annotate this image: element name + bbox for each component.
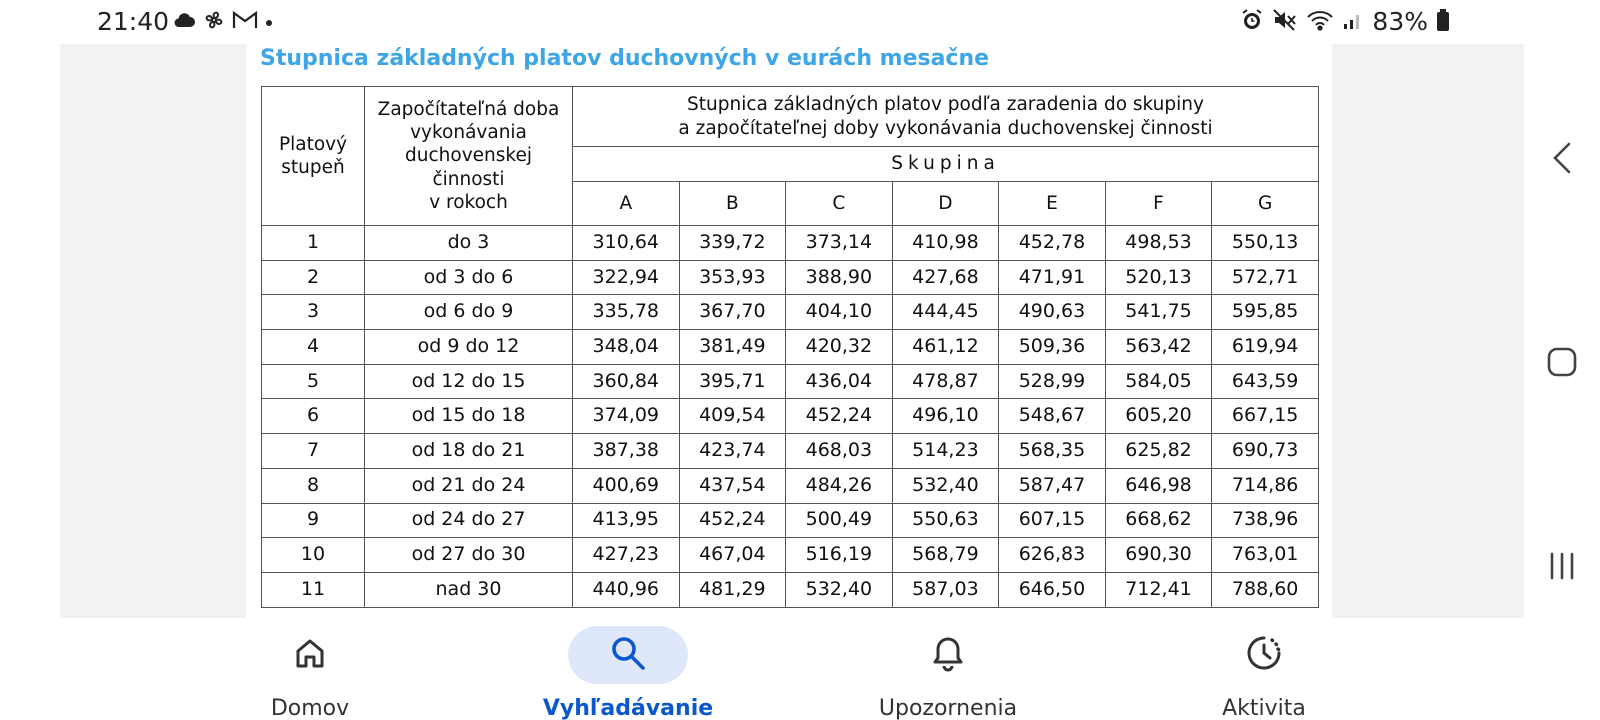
header-period-line2: vykonávania [410, 122, 527, 144]
system-home-button[interactable] [1542, 344, 1582, 384]
salary-cell: 409,54 [679, 399, 786, 434]
salary-cell: 400,69 [573, 468, 680, 503]
grade-cell: 10 [262, 538, 365, 573]
salary-cell: 413,95 [573, 503, 680, 538]
header-scale [573, 87, 1319, 147]
table-row [262, 295, 1319, 330]
home-icon [292, 635, 328, 675]
salary-cell: 478,87 [892, 364, 999, 399]
header-grade [262, 87, 365, 226]
period-cell: od 9 do 12 [365, 330, 573, 365]
salary-cell: 572,71 [1212, 260, 1319, 295]
dot-icon [264, 13, 274, 32]
salary-cell: 690,30 [1105, 538, 1212, 573]
salary-cell: 452,78 [999, 226, 1106, 261]
salary-cell: 436,04 [786, 364, 893, 399]
table-row [262, 364, 1319, 399]
salary-cell: 550,63 [892, 503, 999, 538]
salary-cell: 626,83 [999, 538, 1106, 573]
nav-label-search: Vyhľadávanie [542, 696, 714, 720]
nav-label-activity: Aktivita [1222, 696, 1306, 720]
salary-cell: 646,50 [999, 572, 1106, 607]
nav-pill-activity [1204, 626, 1324, 684]
header-period [365, 87, 573, 226]
salary-cell: 646,98 [1105, 468, 1212, 503]
document-title: Stupnica základných platov duchovných v eurách mesačne [260, 46, 990, 71]
header-period-line4: činnosti [432, 168, 505, 190]
activity-icon [1245, 634, 1283, 676]
group-a-header: A [573, 182, 680, 226]
salary-cell: 373,14 [786, 226, 893, 261]
status-time: 21:40 [97, 7, 170, 36]
period-cell: od 18 do 21 [365, 434, 573, 469]
salary-cell: 481,29 [679, 572, 786, 607]
salary-cell: 563,42 [1105, 330, 1212, 365]
header-period-line5: v rokoch [429, 191, 508, 213]
salary-cell: 410,98 [892, 226, 999, 261]
search-icon [609, 634, 647, 676]
salary-cell: 668,62 [1105, 503, 1212, 538]
salary-cell: 541,75 [1105, 295, 1212, 330]
nav-label-notifications: Upozornenia [878, 696, 1018, 720]
salary-cell: 404,10 [786, 295, 893, 330]
nav-item-activity[interactable] [1164, 618, 1364, 720]
pinwheel-icon [202, 8, 226, 36]
salary-cell: 568,79 [892, 538, 999, 573]
salary-cell: 667,15 [1212, 399, 1319, 434]
group-b-header: B [679, 182, 786, 226]
salary-cell: 420,32 [786, 330, 893, 365]
grade-cell: 3 [262, 295, 365, 330]
period-cell: od 27 do 30 [365, 538, 573, 573]
recents-icon [1547, 551, 1577, 585]
nav-item-search[interactable] [528, 618, 728, 720]
salary-cell: 452,24 [679, 503, 786, 538]
salary-cell: 427,68 [892, 260, 999, 295]
salary-cell: 605,20 [1105, 399, 1212, 434]
table-row [262, 468, 1319, 503]
salary-cell: 625,82 [1105, 434, 1212, 469]
mute-icon [1272, 8, 1298, 36]
salary-cell: 516,19 [786, 538, 893, 573]
salary-cell: 619,94 [1212, 330, 1319, 365]
group-g-header: G [1212, 182, 1319, 226]
salary-cell: 714,86 [1212, 468, 1319, 503]
period-cell: od 21 do 24 [365, 468, 573, 503]
salary-cell: 339,72 [679, 226, 786, 261]
home-square-icon [1546, 346, 1578, 382]
period-cell: od 3 do 6 [365, 260, 573, 295]
status-left-icons [172, 8, 274, 36]
grade-cell: 2 [262, 260, 365, 295]
salary-cell: 452,24 [786, 399, 893, 434]
salary-cell: 395,71 [679, 364, 786, 399]
group-d-header: D [892, 182, 999, 226]
salary-cell: 520,13 [1105, 260, 1212, 295]
salary-cell: 643,59 [1212, 364, 1319, 399]
nav-item-home[interactable] [210, 618, 410, 720]
table-header-row-1 [262, 87, 1319, 147]
salary-cell: 461,12 [892, 330, 999, 365]
salary-cell: 335,78 [573, 295, 680, 330]
salary-cell: 528,99 [999, 364, 1106, 399]
grade-cell: 1 [262, 226, 365, 261]
salary-cell: 712,41 [1105, 572, 1212, 607]
salary-cell: 423,74 [679, 434, 786, 469]
table-row [262, 434, 1319, 469]
salary-cell: 587,47 [999, 468, 1106, 503]
salary-cell: 484,26 [786, 468, 893, 503]
nav-item-notifications[interactable] [848, 618, 1048, 720]
header-scale-line2: a započítateľnej doby vykonávania duchovenskej činnosti [678, 117, 1213, 139]
salary-cell: 468,03 [786, 434, 893, 469]
header-grade-line2: stupeň [281, 157, 345, 178]
salary-cell: 548,67 [999, 399, 1106, 434]
table-row [262, 572, 1319, 607]
salary-cell: 738,96 [1212, 503, 1319, 538]
salary-cell: 532,40 [892, 468, 999, 503]
salary-cell: 440,96 [573, 572, 680, 607]
system-navigation [1524, 0, 1600, 720]
signal-icon [1342, 9, 1364, 35]
salary-cell: 690,73 [1212, 434, 1319, 469]
salary-cell: 587,03 [892, 572, 999, 607]
period-cell: od 15 do 18 [365, 399, 573, 434]
back-icon [1551, 141, 1573, 179]
salary-cell: 607,15 [999, 503, 1106, 538]
header-grade-line1: Platový [278, 133, 348, 155]
recents-button[interactable] [1542, 548, 1582, 588]
salary-cell: 595,85 [1212, 295, 1319, 330]
table-row [262, 330, 1319, 365]
grade-cell: 9 [262, 503, 365, 538]
salary-cell: 532,40 [786, 572, 893, 607]
salary-cell: 388,90 [786, 260, 893, 295]
nav-pill-search [568, 626, 688, 684]
group-c-header: C [786, 182, 893, 226]
period-cell: nad 30 [365, 572, 573, 607]
document-image [246, 44, 1332, 618]
table-row [262, 538, 1319, 573]
salary-table [261, 86, 1319, 608]
salary-cell: 437,54 [679, 468, 786, 503]
grade-cell: 11 [262, 572, 365, 607]
salary-cell: 496,10 [892, 399, 999, 434]
bell-icon [930, 634, 966, 676]
salary-cell: 427,23 [573, 538, 680, 573]
grade-cell: 7 [262, 434, 365, 469]
salary-cell: 498,53 [1105, 226, 1212, 261]
salary-cell: 550,13 [1212, 226, 1319, 261]
gmail-icon [232, 10, 258, 34]
group-e-header: E [999, 182, 1106, 226]
salary-cell: 490,63 [999, 295, 1106, 330]
status-bar [0, 0, 1600, 44]
battery-percent: 83% [1372, 7, 1428, 36]
period-cell: od 12 do 15 [365, 364, 573, 399]
table-row [262, 399, 1319, 434]
table-row [262, 503, 1319, 538]
salary-cell: 788,60 [1212, 572, 1319, 607]
status-right-icons [1240, 7, 1450, 36]
salary-cell: 360,84 [573, 364, 680, 399]
table-row [262, 260, 1319, 295]
header-group: Skupina [573, 147, 1319, 182]
salary-cell: 500,49 [786, 503, 893, 538]
grade-cell: 5 [262, 364, 365, 399]
salary-cell: 444,45 [892, 295, 999, 330]
grade-cell: 6 [262, 399, 365, 434]
period-cell: od 6 do 9 [365, 295, 573, 330]
salary-cell: 381,49 [679, 330, 786, 365]
header-period-line3: duchovenskej [405, 145, 532, 167]
salary-cell: 374,09 [573, 399, 680, 434]
wifi-icon [1306, 8, 1334, 36]
salary-cell: 467,04 [679, 538, 786, 573]
salary-cell: 584,05 [1105, 364, 1212, 399]
nav-pill-home [250, 626, 370, 684]
salary-cell: 514,23 [892, 434, 999, 469]
salary-table-body [262, 226, 1319, 608]
back-button[interactable] [1542, 140, 1582, 180]
salary-cell: 310,64 [573, 226, 680, 261]
grade-cell: 4 [262, 330, 365, 365]
battery-icon [1436, 8, 1450, 36]
salary-cell: 387,38 [573, 434, 680, 469]
grade-cell: 8 [262, 468, 365, 503]
salary-cell: 348,04 [573, 330, 680, 365]
cloud-icon [172, 11, 196, 33]
period-cell: od 24 do 27 [365, 503, 573, 538]
header-period-line1: Započítateľná doba [377, 99, 560, 121]
salary-cell: 367,70 [679, 295, 786, 330]
nav-label-home: Domov [270, 696, 350, 720]
alarm-icon [1240, 8, 1264, 36]
salary-cell: 353,93 [679, 260, 786, 295]
header-scale-line1: Stupnica základných platov podľa zaradenia do skupiny [687, 94, 1204, 116]
salary-cell: 568,35 [999, 434, 1106, 469]
salary-cell: 322,94 [573, 260, 680, 295]
group-f-header: F [1105, 182, 1212, 226]
table-row [262, 226, 1319, 261]
image-viewer[interactable] [60, 44, 1524, 618]
nav-pill-notifications [888, 626, 1008, 684]
salary-cell: 471,91 [999, 260, 1106, 295]
salary-cell: 763,01 [1212, 538, 1319, 573]
bottom-navigation [0, 618, 1600, 720]
period-cell: do 3 [365, 226, 573, 261]
salary-cell: 509,36 [999, 330, 1106, 365]
